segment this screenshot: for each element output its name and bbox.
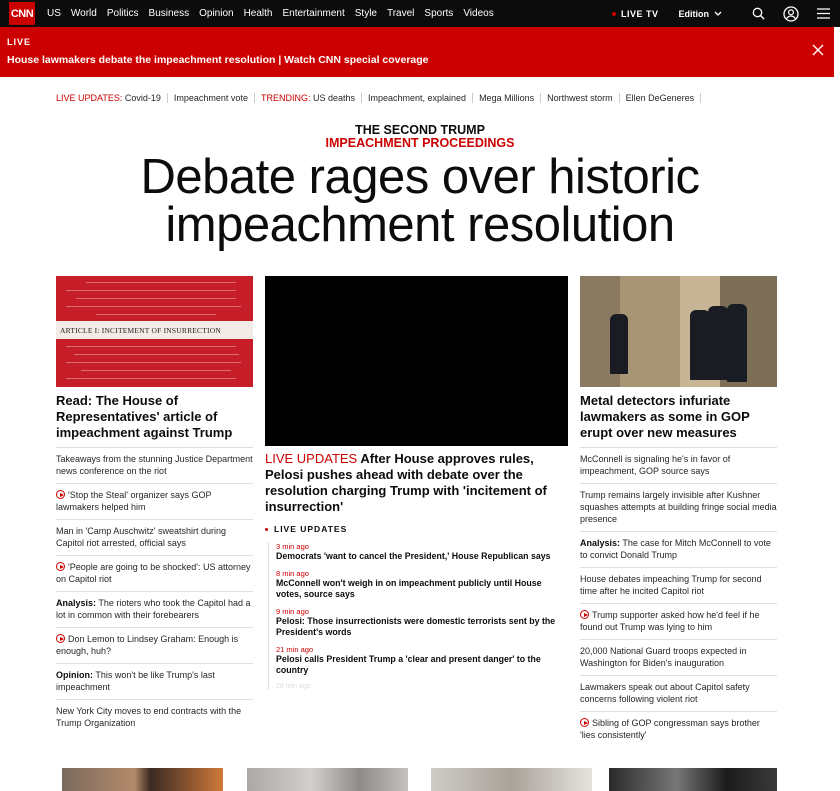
nav-links <box>47 0 504 27</box>
live-tv-label: LIVE TV <box>620 8 659 19</box>
hero-title-line: impeachment resolution <box>165 198 675 252</box>
trending-item[interactable] <box>473 93 541 103</box>
story-text: 'People are going to be shocked': US attorney on Capitol riot <box>56 562 251 584</box>
live-update-item[interactable] <box>276 607 568 638</box>
story-text: Takeaways from the stunning Justice Department news conference on the riot <box>56 454 253 476</box>
text-line-decoration <box>74 354 239 355</box>
update-time: 3 min ago <box>276 542 309 551</box>
edition-label: Edition <box>678 8 709 19</box>
update-headline: Democrats 'want to cancel the President,' House Republican says <box>276 551 551 561</box>
trending-text: Mega Millions <box>479 93 535 103</box>
live-update-item[interactable] <box>276 569 568 600</box>
trending-item[interactable] <box>362 93 473 103</box>
nav-right <box>612 0 830 27</box>
nav-link-style[interactable]: Style <box>354 8 377 19</box>
live-tv-link[interactable] <box>612 9 659 19</box>
right-headline[interactable]: Metal detectors infuriate lawmakers as some in GOP erupt over new measures <box>580 393 777 448</box>
center-headline[interactable] <box>265 451 568 515</box>
story-text: The rioters who took the Capitol had a lot in common with their forebearers <box>56 598 251 620</box>
live-updates-prefix: LIVE UPDATES <box>265 451 358 466</box>
story-label: Opinion: <box>56 670 93 680</box>
play-video-icon <box>580 718 589 727</box>
officer-figure <box>690 310 710 380</box>
center-column <box>265 276 568 690</box>
story-text: House debates impeaching Trump for second time after he incited Capitol riot <box>580 574 762 596</box>
trending-bar <box>56 91 701 105</box>
text-line-decoration <box>66 362 241 363</box>
story-thumbnail[interactable] <box>247 768 408 791</box>
trending-item[interactable] <box>541 93 620 103</box>
trending-prefix: LIVE UPDATES: <box>56 93 123 103</box>
breaking-news-banner[interactable] <box>0 27 834 77</box>
live-dot-icon <box>612 12 616 16</box>
story-link[interactable] <box>56 664 253 700</box>
trending-text: Covid-19 <box>124 93 161 103</box>
nav-link-sports[interactable]: Sports <box>424 8 454 19</box>
story-text: Man in 'Camp Auschwitz' sweatshirt during Capitol riot arrested, official says <box>56 526 227 548</box>
nav-link-health[interactable]: Health <box>243 8 273 19</box>
text-line-decoration <box>81 370 231 371</box>
story-text: Trump remains largely invisible after Kushner squashes attempts at building fringe social media presence <box>580 490 777 524</box>
right-story-list <box>580 448 777 747</box>
story-link[interactable] <box>580 448 777 484</box>
center-headline-text: After House approves rules, Pelosi pushes ahead with debate over the resolution charging Trump with 'incitement of insurrection' <box>265 451 547 514</box>
nav-link-travel[interactable]: Travel <box>386 8 415 19</box>
story-text: Sibling of GOP congressman says brother 'lies consistently' <box>580 718 760 740</box>
story-text: The case for Mitch McConnell to vote to convict Donald Trump <box>580 538 771 560</box>
edition-selector[interactable] <box>679 9 723 19</box>
trending-text: US deaths <box>312 93 355 103</box>
trending-item[interactable] <box>620 93 702 103</box>
story-link[interactable] <box>56 448 253 484</box>
live-dot-icon <box>265 528 268 531</box>
nav-link-us[interactable]: US <box>47 8 61 19</box>
story-link[interactable] <box>56 700 253 735</box>
story-link[interactable] <box>580 712 777 747</box>
nav-link-world[interactable]: World <box>70 8 97 19</box>
hero-title-line: Debate rages over historic <box>140 150 700 204</box>
text-line-decoration <box>66 306 241 307</box>
story-link[interactable] <box>56 628 253 664</box>
hero-kicker-section[interactable]: IMPEACHMENT PROCEEDINGS <box>325 136 515 150</box>
story-text: This won't be like Trump's last impeachment <box>56 670 215 692</box>
story-link[interactable] <box>580 568 777 604</box>
story-link[interactable] <box>56 592 253 628</box>
update-headline: McConnell won't weigh in on impeachment publicly until House votes, source says <box>276 578 542 599</box>
text-line-decoration <box>66 290 236 291</box>
breaking-headline[interactable]: House lawmakers debate the impeachment resolution | Watch CNN special coverage <box>7 54 429 66</box>
play-video-icon <box>56 634 65 643</box>
hero-title[interactable] <box>0 150 840 252</box>
live-update-item[interactable] <box>276 645 568 676</box>
text-line-decoration <box>86 282 236 283</box>
nav-link-politics[interactable]: Politics <box>106 8 139 19</box>
trending-prefix: TRENDING: <box>260 93 311 103</box>
trending-item[interactable] <box>56 93 168 103</box>
trending-text: Impeachment, explained <box>368 93 467 103</box>
trending-text: Impeachment vote <box>173 93 248 103</box>
close-icon[interactable] <box>812 43 824 61</box>
cnn-logo[interactable]: CNN <box>9 2 35 25</box>
story-link[interactable] <box>580 484 777 532</box>
story-text: 'Stop the Steal' organizer says GOP lawmakers helped him <box>56 490 212 512</box>
story-thumbnail[interactable] <box>431 768 592 791</box>
live-update-item[interactable] <box>276 542 568 562</box>
story-link[interactable] <box>580 604 777 640</box>
story-link[interactable] <box>580 676 777 712</box>
hamburger-menu-icon[interactable] <box>817 8 830 19</box>
live-updates-text: LIVE UPDATES <box>274 524 348 534</box>
live-updates-label <box>265 524 568 534</box>
officer-figure <box>727 304 747 382</box>
story-text: New York City moves to end contracts with the Trump Organization <box>56 706 242 728</box>
right-column <box>580 276 777 747</box>
text-line-decoration <box>76 298 236 299</box>
article-document-image[interactable] <box>56 276 253 387</box>
story-link[interactable] <box>580 640 777 676</box>
search-icon[interactable] <box>752 7 765 20</box>
play-video-icon <box>56 562 65 571</box>
officer-figure <box>610 314 628 374</box>
left-column <box>56 276 253 735</box>
trending-item[interactable] <box>255 93 362 103</box>
faded-update-time: 28 min ago <box>276 683 311 690</box>
play-video-icon <box>56 490 65 499</box>
live-updates-timeline <box>268 542 568 690</box>
image-wall <box>620 276 680 387</box>
story-text: Don Lemon to Lindsey Graham: Enough is enough, huh? <box>56 634 239 656</box>
top-navigation <box>0 0 840 27</box>
trending-text: Ellen DeGeneres <box>625 93 695 103</box>
capitol-police-image[interactable] <box>580 276 777 387</box>
article-heading-band: ARTICLE I: INCITEMENT OF INSURRECTION <box>56 321 253 339</box>
trending-item[interactable] <box>168 93 255 103</box>
story-thumbnail[interactable] <box>609 768 777 791</box>
user-account-icon[interactable] <box>783 6 799 22</box>
left-headline[interactable]: Read: The House of Representatives' article of impeachment against Trump <box>56 393 253 448</box>
text-line-decoration <box>66 346 236 347</box>
story-label: Analysis: <box>56 598 97 608</box>
chevron-down-icon <box>714 11 722 16</box>
update-time: 9 min ago <box>276 607 309 616</box>
nav-link-videos[interactable]: Videos <box>463 8 494 19</box>
story-text: Lawmakers speak out about Capitol safety concerns following violent riot <box>580 682 750 704</box>
update-time: 8 min ago <box>276 569 309 578</box>
play-video-icon <box>580 610 589 619</box>
trending-text: Northwest storm <box>547 93 613 103</box>
story-link[interactable] <box>56 484 253 520</box>
story-thumbnail[interactable] <box>62 768 223 791</box>
story-text: McConnell is signaling he's in favor of impeachment, GOP source says <box>580 454 731 476</box>
story-text: 20,000 National Guard troops expected in Washington for Biden's inauguration <box>580 646 747 668</box>
nav-link-opinion[interactable]: Opinion <box>199 8 234 19</box>
left-story-list <box>56 448 253 735</box>
story-label: Analysis: <box>580 538 621 548</box>
breaking-live-label: LIVE <box>7 37 32 47</box>
text-line-decoration <box>96 314 216 315</box>
video-player[interactable] <box>265 276 568 446</box>
story-link[interactable] <box>580 532 777 568</box>
update-headline: Pelosi calls President Trump a 'clear and present danger' to the country <box>276 654 541 675</box>
story-link[interactable] <box>56 556 253 592</box>
hero-kicker[interactable]: THE SECOND TRUMP <box>355 123 485 137</box>
story-text: Trump supporter asked how he'd feel if he found out Trump was lying to him <box>580 610 760 632</box>
officer-figure <box>708 306 728 380</box>
update-headline: Pelosi: Those insurrectionists were domestic terrorists sent by the President's words <box>276 616 556 637</box>
update-time: 21 min ago <box>276 645 314 654</box>
story-link[interactable] <box>56 520 253 556</box>
nav-link-business[interactable]: Business <box>148 8 190 19</box>
text-line-decoration <box>66 378 236 379</box>
nav-link-entertainment[interactable]: Entertainment <box>282 8 345 19</box>
